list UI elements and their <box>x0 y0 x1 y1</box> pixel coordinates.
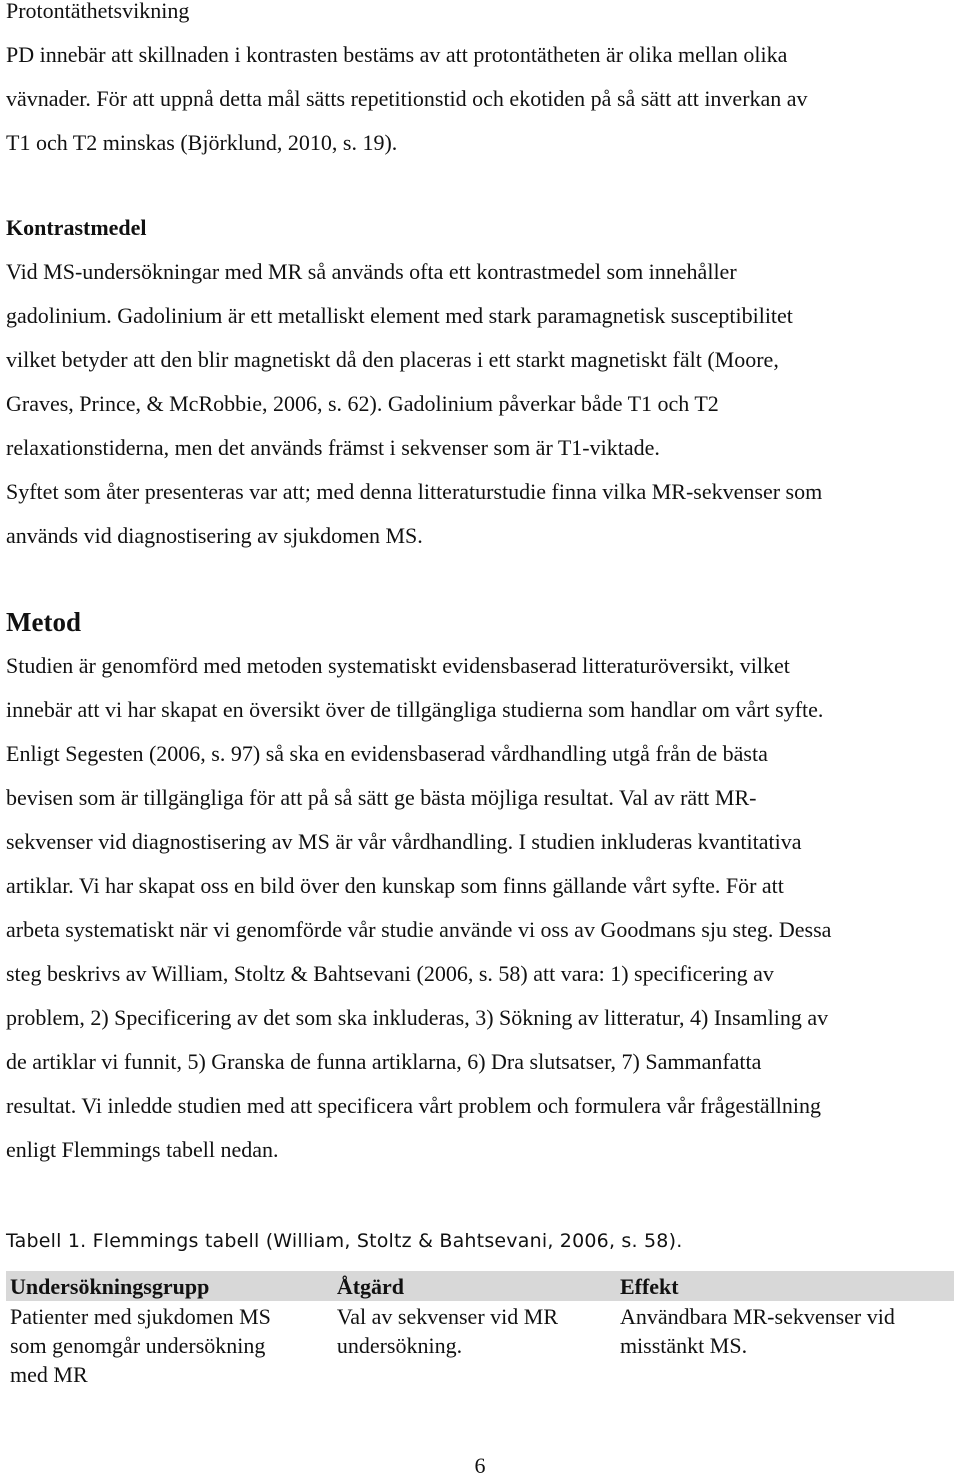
flemmings-table <box>6 1271 954 1389</box>
cell-line: som genomgår undersökning <box>10 1333 266 1358</box>
table-row <box>6 1301 954 1389</box>
section-metod <box>6 600 958 1172</box>
paragraph-metod <box>6 644 958 1172</box>
text-line: Graves, Prince, & McRobbie, 2006, s. 62). Gadolinium påverkar både T1 och T2 <box>6 391 719 416</box>
cell-line: misstänkt MS. <box>619 1333 748 1358</box>
text-line: sekvenser vid diagnostisering av MS är vår vårdhandling. I studien inkluderas kvantitativa <box>6 829 802 854</box>
text-line: används vid diagnostisering av sjukdomen MS. <box>6 523 423 548</box>
section-protontathet <box>6 0 958 165</box>
text-line: steg beskrivs av William, Stoltz & Bahtsevani (2006, s. 58) att vara: 1) specificering av <box>6 961 774 986</box>
column-header-atgard: Åtgärd <box>333 1271 616 1301</box>
text-line: resultat. Vi inledde studien med att specificera vårt problem och formulera vår frågeställning <box>6 1093 822 1118</box>
text-line: relaxationstiderna, men det används främst i sekvenser som är T1-viktade. <box>6 435 660 460</box>
text-line: vävnader. För att uppnå detta mål sätts repetitionstid och ekotiden på så sätt att inverkan av <box>6 86 808 111</box>
cell-line: Val av sekvenser vid MR <box>336 1304 558 1329</box>
table-cell-atgard <box>333 1301 616 1389</box>
table-cell-effekt <box>616 1301 954 1389</box>
text-line: innebär att vi har skapat en översikt över de tillgängliga studierna som handlar om vårt syfte. <box>6 697 824 722</box>
text-line: artiklar. Vi har skapat oss en bild över den kunskap som finns gällande vårt syfte. För att <box>6 873 784 898</box>
text-line: de artiklar vi funnit, 5) Granska de funna artiklarna, 6) Dra slutsatser, 7) Sammanfatta <box>6 1049 762 1074</box>
paragraph-protontathet <box>6 33 958 165</box>
text-line: arbeta systematiskt när vi genomförde vår studie använde vi oss av Goodmans sju steg. Dessa <box>6 917 832 942</box>
text-line: Studien är genomförd med metoden systematiskt evidensbaserad litteraturöversikt, vilket <box>6 653 790 678</box>
section-kontrastmedel <box>6 206 958 558</box>
text-line: Vid MS-undersökningar med MR så används ofta ett kontrastmedel som innehåller <box>6 259 737 284</box>
text-line: gadolinium. Gadolinium är ett metalliskt element med stark paramagnetisk susceptibilitet <box>6 303 793 328</box>
text-line: bevisen som är tillgängliga för att på så sätt ge bästa möjliga resultat. Val av rätt MR- <box>6 785 757 810</box>
section-heading-metod: Metod <box>6 607 81 637</box>
text-line: Syftet som åter presenteras var att; med denna litteraturstudie finna vilka MR-sekvenser som <box>6 479 823 504</box>
cell-line: med MR <box>10 1362 88 1387</box>
cell-line: Användbara MR-sekvenser vid <box>619 1304 895 1329</box>
text-line: problem, 2) Specificering av det som ska inkluderas, 3) Sökning av litteratur, 4) Insamling av <box>6 1005 829 1030</box>
text-line: Enligt Segesten (2006, s. 97) så ska en evidensbaserad vårdhandling utgå från de bästa <box>6 741 768 766</box>
column-header-undersokningsgrupp: Undersökningsgrupp <box>6 1271 333 1301</box>
section-heading-kontrastmedel: Kontrastmedel <box>6 215 147 240</box>
cell-line: undersökning. <box>336 1333 463 1358</box>
paragraph-kontrastmedel <box>6 250 958 558</box>
text-line: enligt Flemmings tabell nedan. <box>6 1137 279 1162</box>
table-cell-undersokningsgrupp <box>6 1301 333 1389</box>
section-heading-protontathet: Protontäthetsvikning <box>6 0 190 23</box>
text-line: PD innebär att skillnaden i kontrasten bestäms av att protontätheten är olika mellan olika <box>6 42 788 67</box>
cell-line: Patienter med sjukdomen MS <box>10 1304 271 1329</box>
table-caption: Tabell 1. Flemmings tabell (William, Stoltz & Bahtsevani, 2006, s. 58). <box>6 1230 683 1252</box>
column-header-effekt: Effekt <box>616 1271 954 1301</box>
text-line: T1 och T2 minskas (Björklund, 2010, s. 19). <box>6 130 398 155</box>
page-number: 6 <box>474 1453 486 1478</box>
text-line: vilket betyder att den blir magnetiskt då den placeras i ett starkt magnetiskt fält (Moore, <box>6 347 779 372</box>
table-header-row <box>6 1271 954 1301</box>
